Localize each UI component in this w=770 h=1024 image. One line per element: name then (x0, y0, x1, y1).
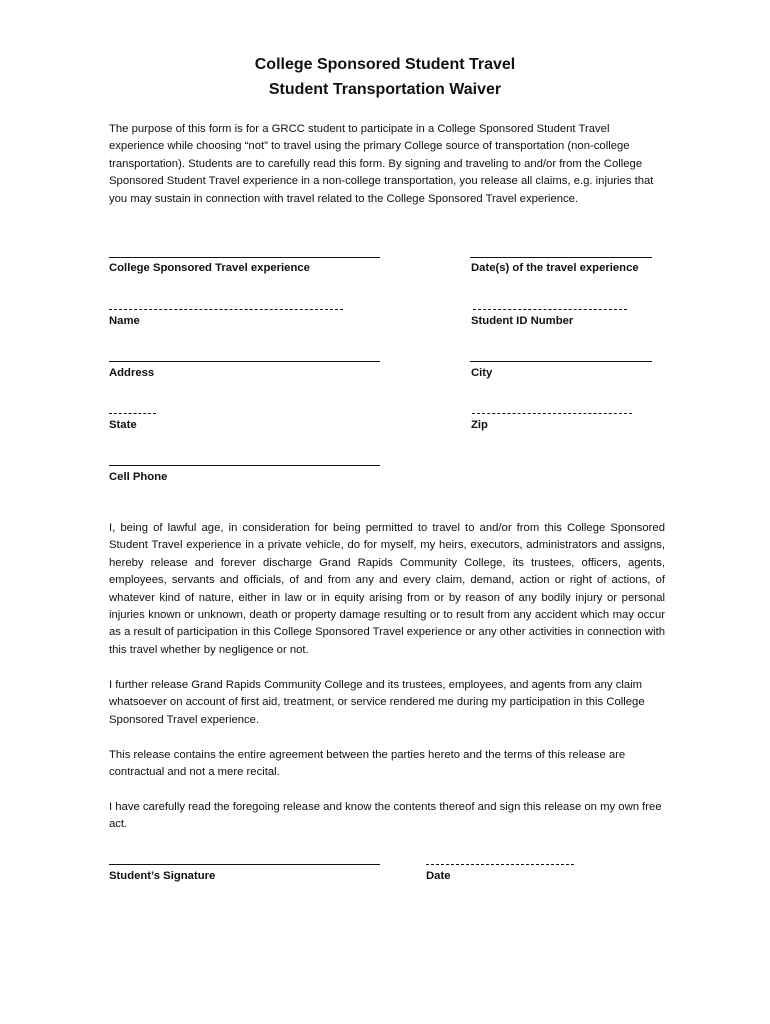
address-field[interactable] (109, 361, 380, 362)
student-signature-field[interactable] (109, 864, 380, 865)
cell-phone-field[interactable] (109, 465, 380, 466)
city-label: City (471, 367, 493, 379)
travel-experience-field[interactable] (109, 257, 380, 258)
zip-field[interactable] (472, 413, 632, 414)
cell-phone-label: Cell Phone (109, 471, 168, 483)
zip-label: Zip (471, 419, 488, 431)
travel-dates-field[interactable] (470, 257, 652, 258)
signature-date-label: Date (426, 870, 451, 882)
state-label: State (109, 419, 137, 431)
address-label: Address (109, 367, 155, 379)
intro-paragraph: The purpose of this form is for a GRCC student to participate in a College Sponsored Student Travel experience while choosing “not” to travel using the primary College source of transportation (non-college transportation). Students are to carefully read this form. By signing and traveling to and/or from the College Sponsored Student Travel experience in a non-college transportation, you release all claims, e.g. injuries that you may sustain in connection with travel related to the College Sponsored Travel experience. (109, 123, 654, 205)
student-signature-label: Student’s Signature (109, 870, 216, 882)
travel-experience-label: College Sponsored Travel experience (109, 262, 310, 274)
release-paragraph-2: I further release Grand Rapids Community College and its trustees, employees, and agents from any claim whatsoever on account of first aid, treatment, or service rendered me during my participation in this College Sponsored Travel experience. (109, 679, 645, 726)
release-paragraph-3: This release contains the entire agreement between the parties hereto and the terms of this release are contractual and not a mere recital. (109, 749, 626, 779)
form-subtitle: Student Transportation Waiver (268, 81, 502, 98)
city-field[interactable] (470, 361, 652, 362)
release-paragraph-1: I, being of lawful age, in consideration for being permitted to travel to and/or from this College Sponsored Student Travel experience in a private vehicle, do for myself, my heirs, executors, administrators and assigns, hereby release and forever discharge Grand Rapids Community College, its trustees, officers, agents, employees, servants and officials, of and from any and every claim, demand, action or right of actions, of whatever kind of nature, either in law or in equity arising from or by reason of any bodily injury or personal injuries known or unknown, death or property damage resulting or to result from any accident which may occur as a result of participation in this College Sponsored Travel experience or any other activities in connection with this travel whether by negligence or not. (109, 522, 665, 656)
name-label: Name (109, 315, 140, 327)
student-id-field[interactable] (473, 309, 627, 310)
release-paragraph-4: I have carefully read the foregoing release and know the contents thereof and sign this release on my own free act. (109, 801, 662, 831)
form-title: College Sponsored Student Travel (254, 56, 516, 73)
travel-dates-label: Date(s) of the travel experience (471, 262, 639, 274)
state-field[interactable] (109, 413, 156, 414)
student-id-label: Student ID Number (471, 315, 574, 327)
name-field[interactable] (109, 309, 343, 310)
signature-date-field[interactable] (426, 864, 574, 865)
